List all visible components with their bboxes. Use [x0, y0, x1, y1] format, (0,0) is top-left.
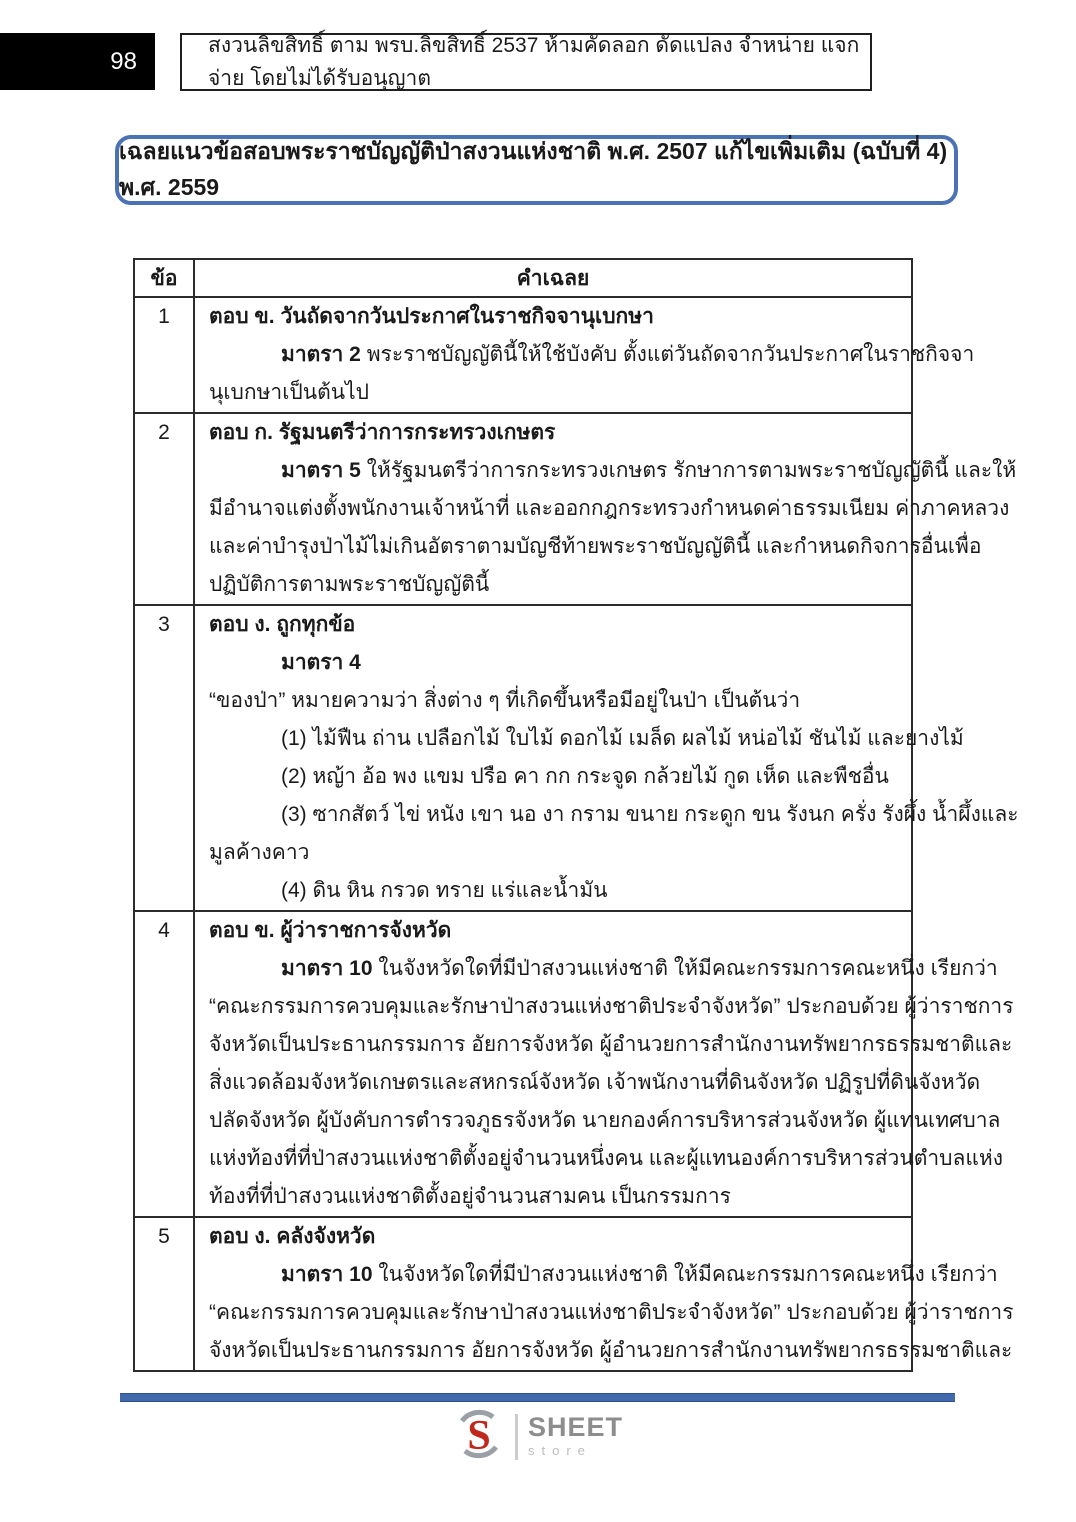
document-title: เฉลยแนวข้อสอบพระราชบัญญัติป่าสงวนแห่งชาติ พ.ศ. 2507 แก้ไขเพิ่มเติม (ฉบับที่ 4) พ.ศ. 2559	[119, 138, 948, 200]
answer-line: จังหวัดเป็นประธานกรรมการ อัยการจังหวัด ผู้อำนวยการสำนักงานทรัพยากรธรรมชาติและ	[209, 1033, 1013, 1056]
answer-line: มาตรา 10 ในจังหวัดใดที่มีป่าสงวนแห่งชาติ ให้มีคณะกรรมการคณะหนึ่ง เรียกว่า	[281, 1263, 998, 1286]
logo-text: SHEET	[527, 1412, 624, 1442]
page-number-badge	[0, 33, 155, 90]
answer-line: ท้องที่ที่ป่าสงวนแห่งชาติตั้งอยู่จำนวนสามคน เป็นกรรมการ	[209, 1185, 731, 1208]
row-number: 3	[134, 605, 194, 911]
answer-line: ตอบ ข. วันถัดจากวันประกาศในราชกิจจานุเบกษา	[209, 305, 654, 328]
answer-cell	[194, 911, 1014, 1217]
row-number: 2	[134, 413, 194, 605]
answer-line: (3) ซากสัตว์ ไข่ หนัง เขา นอ งา กราม ขนาย กระดูก ขน รังนก ครั่ง รังผึ้ง น้ำผึ้งและ	[281, 803, 1019, 826]
answer-line: ตอบ ก. รัฐมนตรีว่าการกระทรวงเกษตร	[209, 421, 556, 444]
answer-line: “คณะกรรมการควบคุมและรักษาป่าสงวนแห่งชาติประจำจังหวัด” ประกอบด้วย ผู้ว่าราชการ	[209, 1301, 1014, 1324]
logo-subtext: store	[527, 1443, 592, 1458]
row-number: 5	[134, 1217, 194, 1371]
logo-divider	[515, 1414, 518, 1460]
answer-line: ตอบ ง. ถูกทุกข้อ	[209, 613, 356, 636]
answer-key-table	[133, 258, 1019, 1372]
page-number: 98	[110, 47, 137, 75]
copyright-box	[180, 33, 872, 91]
answer-line: ปฏิบัติการตามพระราชบัญญัตินี้	[209, 573, 490, 596]
answer-line: แห่งท้องที่ที่ป่าสงวนแห่งชาติตั้งอยู่จำนวนหนึ่งคน และผู้แทนองค์การบริหารส่วนตำบลแห่ง	[209, 1147, 1003, 1170]
answer-line: นุเบกษาเป็นต้นไป	[209, 381, 369, 404]
table-row	[134, 413, 912, 605]
answer-line: สิ่งแวดล้อมจังหวัดเกษตรและสหกรณ์จังหวัด เจ้าพนักงานที่ดินจังหวัด ปฏิรูปที่ดินจังหวัด	[209, 1071, 981, 1094]
table-row	[134, 605, 912, 911]
answer-cell	[194, 413, 1017, 605]
answer-line: (4) ดิน หิน กรวด ทราย แร่และน้ำมัน	[281, 879, 608, 902]
answer-line: ปลัดจังหวัด ผู้บังคับการตำรวจภูธรจังหวัด นายกองค์การบริหารส่วนจังหวัด ผู้แทนเทศบาล	[209, 1109, 1001, 1132]
copyright-notice: สงวนลิขสิทธิ์ ตาม พรบ.ลิขสิทธิ์ 2537 ห้ามคัดลอก ดัดแปลง จำหน่าย แจกจ่าย โดยไม่ได้รับอนุญาต	[208, 34, 860, 90]
answer-line: “คณะกรรมการควบคุมและรักษาป่าสงวนแห่งชาติประจำจังหวัด” ประกอบด้วย ผู้ว่าราชการ	[209, 995, 1014, 1018]
answer-line: และค่าบำรุงป่าไม้ไม่เกินอัตราตามบัญชีท้ายพระราชบัญญัตินี้ และกำหนดกิจการอื่นเพื่อ	[209, 535, 982, 558]
svg-text:S: S	[467, 1413, 491, 1459]
answer-line: (2) หญ้า อ้อ พง แขม ปรือ คา กก กระจูด กล้วยไม้ กูด เห็ด และพืชอื่น	[281, 765, 889, 788]
row-number: 4	[134, 911, 194, 1217]
answer-table-body	[134, 297, 1019, 1371]
answer-line: ตอบ ง. คลังจังหวัด	[209, 1225, 376, 1248]
answer-line: มีอำนาจแต่งตั้งพนักงานเจ้าหน้าที่ และออกกฎกระทรวงกำหนดค่าธรรมเนียม ค่าภาคหลวง	[209, 497, 1010, 520]
table-row	[134, 1217, 912, 1371]
answer-line: ตอบ ข. ผู้ว่าราชการจังหวัด	[209, 919, 452, 942]
table-row	[134, 297, 912, 413]
answer-line: มาตรา 2 พระราชบัญญัตินี้ให้ใช้บังคับ ตั้งแต่วันถัดจากวันประกาศในราชกิจจา	[281, 343, 975, 366]
table-header-answer: คำเฉลย	[194, 259, 912, 297]
answer-cell	[194, 1217, 1014, 1371]
answer-line: จังหวัดเป็นประธานกรรมการ อัยการจังหวัด ผู้อำนวยการสำนักงานทรัพยากรธรรมชาติและ	[209, 1339, 1013, 1362]
answer-cell	[194, 605, 1019, 911]
answer-line: มูลค้างคาว	[209, 841, 310, 864]
answer-line: มาตรา 5 ให้รัฐมนตรีว่าการกระทรวงเกษตร รักษาการตามพระราชบัญญัตินี้ และให้	[281, 459, 1017, 482]
footer-divider-rule	[120, 1393, 955, 1402]
sheet-store-s-icon	[453, 1408, 505, 1465]
answer-line: (1) ไม้ฟืน ถ่าน เปลือกไม้ ใบไม้ ดอกไม้ เมล็ด ผลไม้ หน่อไม้ ชันไม้ และยางไม้	[281, 727, 964, 750]
answer-line: มาตรา 10 ในจังหวัดใดที่มีป่าสงวนแห่งชาติ ให้มีคณะกรรมการคณะหนึ่ง เรียกว่า	[281, 957, 998, 980]
answer-line: มาตรา 4	[281, 651, 361, 674]
answer-line: “ของป่า” หมายความว่า สิ่งต่าง ๆ ที่เกิดขึ้นหรือมีอยู่ในป่า เป็นต้นว่า	[209, 689, 801, 712]
table-header-row	[134, 259, 912, 297]
sheet-store-logo	[0, 1408, 1076, 1465]
table-header-no: ข้อ	[134, 259, 194, 297]
row-number: 1	[134, 297, 194, 413]
answer-cell	[194, 297, 975, 413]
document-title-box	[115, 135, 958, 205]
table-row	[134, 911, 912, 1217]
